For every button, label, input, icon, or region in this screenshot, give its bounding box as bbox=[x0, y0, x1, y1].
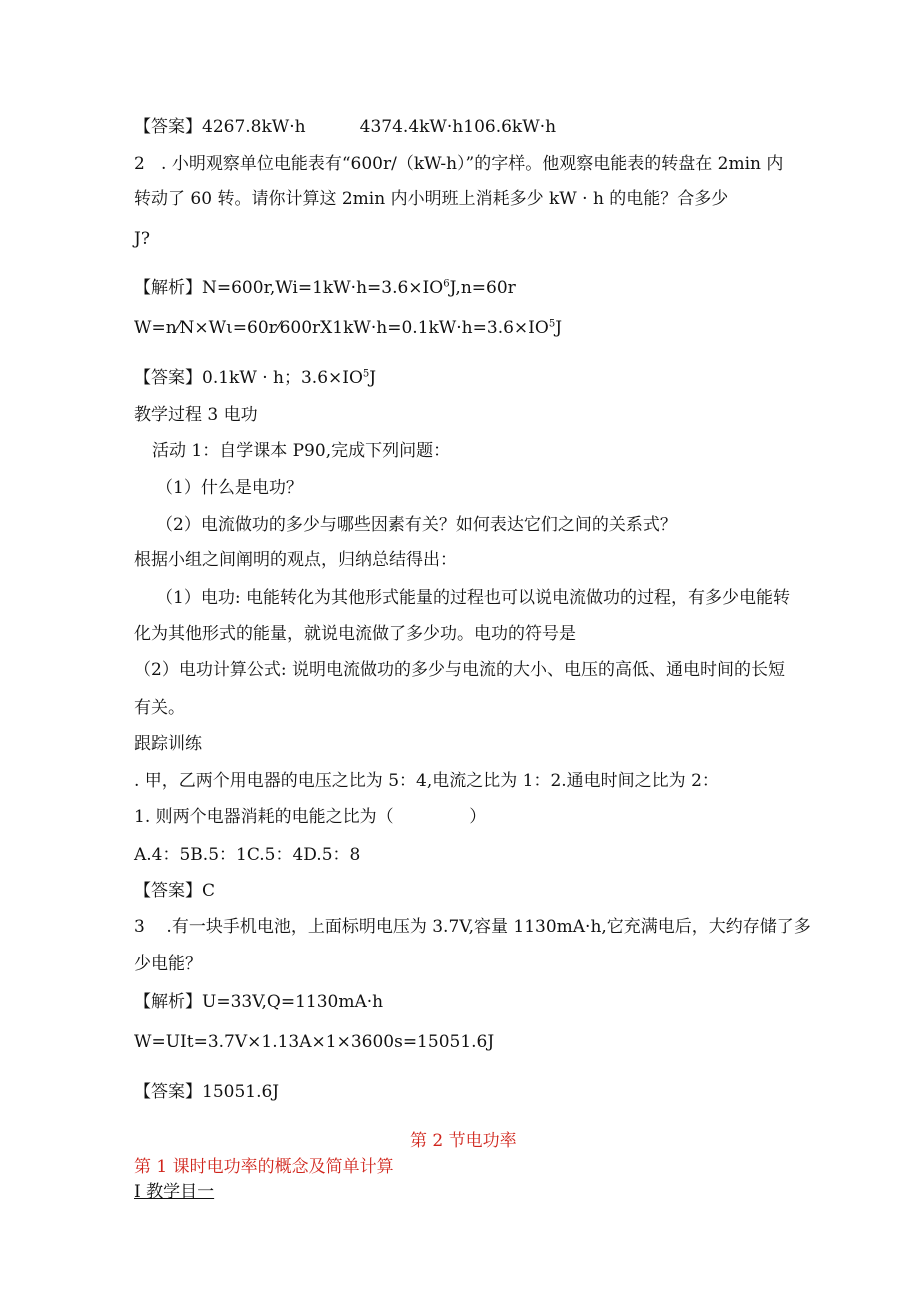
summary-item-2-line-1: （2）电功计算公式: 说明电流做功的多少与电流的大小、电压的高低、通电时间的长短 bbox=[134, 660, 785, 680]
teaching-goals-heading: I 教学目一 bbox=[134, 1182, 215, 1202]
exercise-3-line-1: 3 .有一块手机电池，上面标明电压为 3.7V,容量 1130mA·h,它充满电后，大约存储了多 bbox=[134, 917, 811, 937]
summary-item-1-line-1: （1）电功: 电能转化为其他形式能量的过程也可以说电流做功的过程，有多少电能转 bbox=[156, 588, 790, 608]
answer-line-2: 【答案】0.1kW · h；$3.6\times IO^5J$ bbox=[134, 368, 377, 388]
exercise-1-line-2: 1. 则两个电器消耗的电能之比为（ ） bbox=[134, 807, 487, 827]
question-item-1: （1）什么是电功？ bbox=[156, 478, 303, 498]
question-2-line-2: 转动了 60 转。请你计算这 2min 内小明班上消耗多少 kW · h 的电能？合多少 bbox=[134, 189, 729, 209]
analysis-line-1: 【解析】$N=600r,Wi=1kW\cdot h=3.6\times IO^6J,n=60r$ bbox=[134, 278, 516, 298]
chapter-title: 第 2 节电功率 bbox=[410, 1131, 517, 1151]
answer-line-4: 【答案】15051.6J bbox=[134, 1082, 280, 1102]
analysis-line-4: W=UIt=3.7V×1.13A×1×3600s=15051.6J bbox=[134, 1032, 495, 1052]
answer-line-3: 【答案】C bbox=[134, 881, 216, 901]
summary-intro: 根据小组之间阐明的观点，归纳总结得出： bbox=[134, 550, 457, 570]
exercise-1-options: A.4：5B.5：1C.5：4D.5：8 bbox=[134, 845, 361, 865]
analysis-line-3: 【解析】U=33V,Q=1130mA·h bbox=[134, 992, 384, 1012]
summary-item-2-line-2: 有关。 bbox=[134, 698, 185, 718]
question-2-line-3: J? bbox=[134, 229, 150, 249]
summary-item-1-line-2: 化为其他形式的能量，就说电流做了多少功。电功的符号是 bbox=[134, 624, 576, 644]
analysis-line-2: $W=n⁄N\times W\iota=60r⁄600rX1kW\cdot h=0.1kW\cdot h=3.6\times IO^5J$ bbox=[134, 318, 563, 338]
exercise-1-line-1: . 甲，乙两个用电器的电压之比为 5：4,电流之比为 1：2.通电时间之比为 2： bbox=[134, 771, 719, 791]
exercise-3-line-2: 少电能？ bbox=[134, 954, 202, 974]
lesson-title: 第 1 课时电功率的概念及简单计算 bbox=[134, 1157, 394, 1177]
activity-line: 活动 1：自学课本 P90,完成下列问题： bbox=[152, 441, 451, 461]
question-item-2: （2）电流做功的多少与哪些因素有关？如何表达它们之间的关系式？ bbox=[156, 515, 677, 535]
question-2-line-1: 2 . 小明观察单位电能表有“600r/（kW-h）”的字样。他观察电能表的转盘在 2min 内 bbox=[134, 154, 784, 174]
section-heading: 教学过程 3 电功 bbox=[134, 405, 258, 425]
answer-line-1: 【答案】4267.8kW·h 4374.4kW·h106.6kW·h bbox=[134, 117, 557, 137]
practice-heading: 跟踪训练 bbox=[134, 734, 202, 754]
